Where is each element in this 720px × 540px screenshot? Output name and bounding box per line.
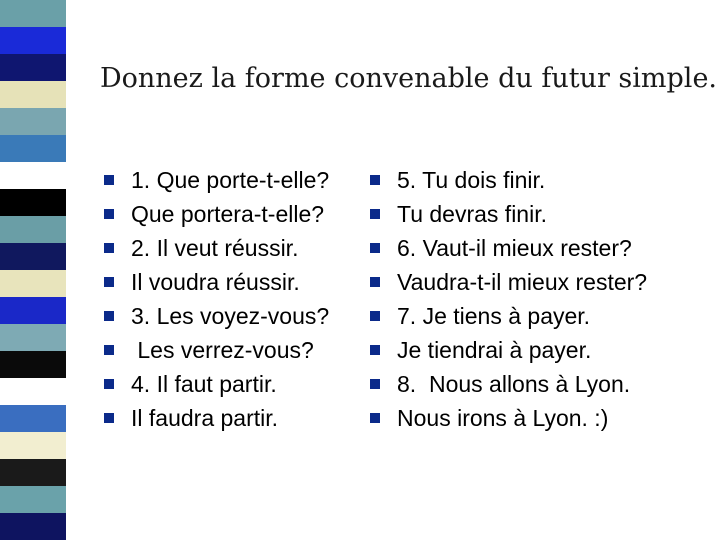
square-bullet-icon (370, 413, 380, 423)
list-item-text: Il voudra réussir. (131, 268, 300, 295)
list-item (370, 333, 647, 367)
list-item-text: Les verrez-vous? (131, 336, 314, 363)
stripe-segment (0, 324, 66, 351)
stripe-segment (0, 81, 66, 108)
list-item (104, 401, 329, 435)
stripe-segment (0, 270, 66, 297)
list-item-text: 5. Tu dois finir. (397, 166, 546, 193)
list-item (370, 265, 647, 299)
stripe-segment (0, 432, 66, 459)
stripe-segment (0, 216, 66, 243)
square-bullet-icon (370, 243, 380, 253)
list-item (370, 231, 647, 265)
list-item (104, 265, 329, 299)
square-bullet-icon (104, 277, 114, 287)
decorative-stripe (0, 0, 66, 540)
list-item (104, 299, 329, 333)
list-item (104, 197, 329, 231)
left-column (104, 163, 329, 435)
stripe-segment (0, 513, 66, 540)
list-item-text: 3. Les voyez-vous? (131, 302, 330, 329)
square-bullet-icon (104, 379, 114, 389)
square-bullet-icon (104, 311, 114, 321)
list-item (370, 163, 647, 197)
slide-title: Donnez la forme convenable du futur simple. (100, 63, 718, 94)
stripe-segment (0, 27, 66, 54)
square-bullet-icon (104, 175, 114, 185)
list-item-text: 1. Que porte-t-elle? (131, 166, 330, 193)
stripe-segment (0, 459, 66, 486)
square-bullet-icon (370, 209, 380, 219)
stripe-segment (0, 0, 66, 27)
square-bullet-icon (370, 175, 380, 185)
stripe-segment (0, 162, 66, 189)
list-item-text: 8. Nous allons à Lyon. (397, 370, 631, 397)
square-bullet-icon (104, 345, 114, 355)
stripe-segment (0, 405, 66, 432)
list-item-text: Que portera-t-elle? (131, 200, 325, 227)
list-item-text: Il faudra partir. (131, 404, 279, 431)
stripe-segment (0, 378, 66, 405)
square-bullet-icon (104, 209, 114, 219)
list-item-text: 6. Vaut-il mieux rester? (397, 234, 632, 261)
right-column (370, 163, 647, 435)
list-item (370, 299, 647, 333)
list-item (370, 367, 647, 401)
stripe-segment (0, 135, 66, 162)
list-item-text: 7. Je tiens à payer. (397, 302, 591, 329)
list-item (104, 231, 329, 265)
square-bullet-icon (104, 243, 114, 253)
square-bullet-icon (104, 413, 114, 423)
list-item-text: 4. Il faut partir. (131, 370, 277, 397)
list-item (370, 401, 647, 435)
stripe-segment (0, 189, 66, 216)
list-item-text: Tu devras finir. (397, 200, 547, 227)
stripe-segment (0, 297, 66, 324)
list-item-text: Je tiendrai à payer. (397, 336, 592, 363)
stripe-segment (0, 351, 66, 378)
stripe-segment (0, 54, 66, 81)
list-item (104, 367, 329, 401)
list-item-text: Nous irons à Lyon. :) (397, 404, 609, 431)
square-bullet-icon (370, 311, 380, 321)
stripe-segment (0, 108, 66, 135)
square-bullet-icon (370, 345, 380, 355)
stripe-segment (0, 486, 66, 513)
list-item-text: 2. Il veut réussir. (131, 234, 299, 261)
list-item (104, 163, 329, 197)
stripe-segment (0, 243, 66, 270)
square-bullet-icon (370, 379, 380, 389)
list-item (104, 333, 329, 367)
list-item-text: Vaudra-t-il mieux rester? (397, 268, 648, 295)
list-item (370, 197, 647, 231)
square-bullet-icon (370, 277, 380, 287)
